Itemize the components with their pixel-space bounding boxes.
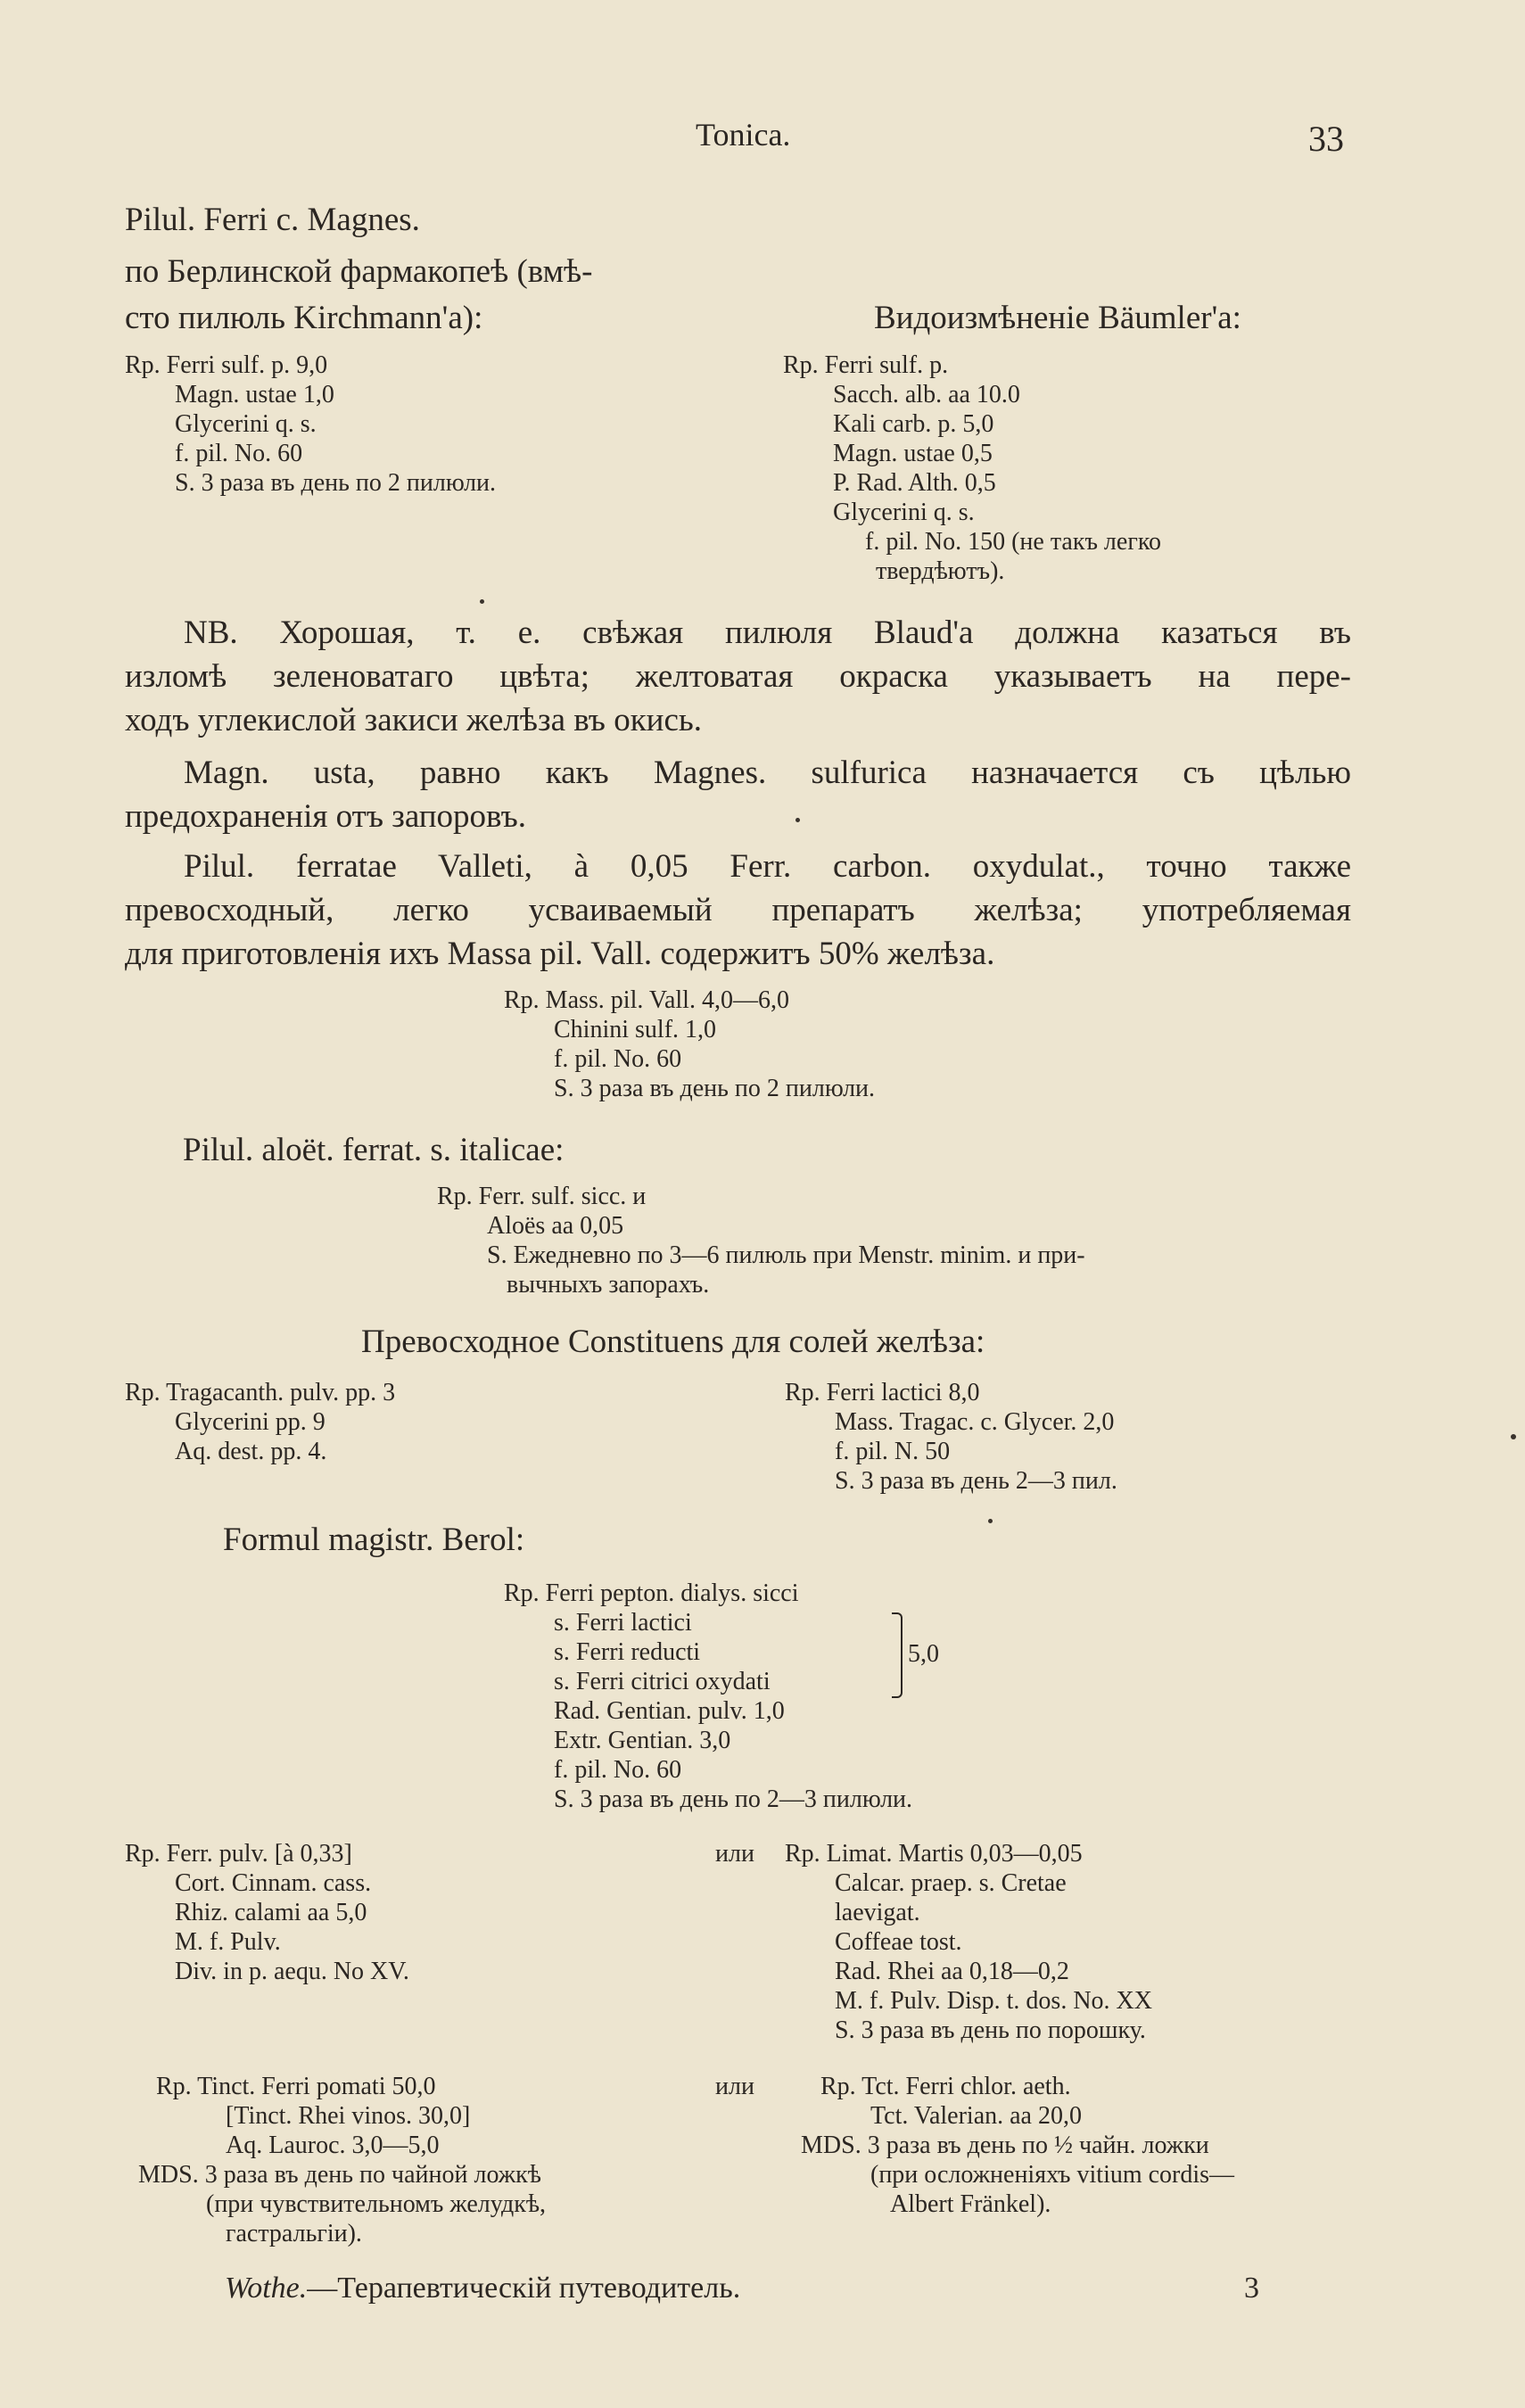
recipe-line: Rp. Ferr. pulv. [à 0,33] xyxy=(125,1840,352,1868)
paragraph-line: предохраненія отъ запоровъ. xyxy=(125,798,526,835)
page-number: 33 xyxy=(1308,119,1344,159)
recipe-block xyxy=(785,1378,1117,1496)
recipe-block xyxy=(437,1182,1085,1299)
or-label: или xyxy=(715,1840,754,1868)
paragraph-line: изломѣ зеленоватаго цвѣта; желтоватая окраска указываетъ на пере- xyxy=(125,658,1351,695)
recipe-line: (при чувствительномъ желудкѣ, xyxy=(206,2190,547,2218)
recipe-line: MDS. 3 раза въ день по чайной ложкѣ xyxy=(138,2161,541,2189)
recipe-line: S. Ежедневно по 3—6 пилюль при Menstr. minim. и при- xyxy=(487,1241,1085,1269)
footer-title: —Терапевтическій путеводитель. xyxy=(307,2272,741,2305)
heading-baumler: Видоизмѣненіе Bäumler'a: xyxy=(874,300,1241,336)
recipe-line: Rp. Ferri sulf. p. xyxy=(783,351,949,379)
recipe-line: M. f. Pulv. xyxy=(175,1928,281,1956)
recipe-block xyxy=(801,2072,1235,2219)
recipe-line: laevigat. xyxy=(835,1899,920,1926)
recipe-line: f. pil. No. 60 xyxy=(554,1045,682,1073)
recipe-line: Glycerini q. s. xyxy=(833,499,975,526)
ink-speck xyxy=(480,599,484,604)
recipe-line: S. 3 раза въ день по 2 пилюли. xyxy=(554,1075,876,1102)
recipe-line: s. Ferri lactici xyxy=(554,1609,692,1637)
footer xyxy=(225,2272,740,2305)
recipe-line: Rp. Tragacanth. pulv. pp. 3 xyxy=(125,1379,396,1406)
recipe-line: Magn. ustae 1,0 xyxy=(175,381,334,408)
ink-speck xyxy=(988,1519,993,1523)
recipe-line: Rp. Limat. Martis 0,03—0,05 xyxy=(785,1840,1083,1868)
paragraph-line: превосходный, легко усваиваемый препаратъ желѣза; употребляемая xyxy=(125,892,1351,928)
paragraph-line: Pilul. ferratae Valleti, à 0,05 Ferr. carbon. oxydulat., точно также xyxy=(184,848,1351,885)
recipe-line: [Tinct. Rhei vinos. 30,0] xyxy=(226,2102,471,2130)
or-label: или xyxy=(715,2073,754,2100)
brace-dose: 5,0 xyxy=(908,1640,939,1668)
recipe-line: Rp. Tinct. Ferri pomati 50,0 xyxy=(156,2073,436,2100)
recipe-line: s. Ferri reducti xyxy=(554,1638,701,1666)
recipe-line: Kali carb. p. 5,0 xyxy=(833,410,994,438)
running-header: Tonica. xyxy=(696,117,791,153)
recipe-block xyxy=(785,1839,1152,2045)
heading-constituens: Превосходное Constituens для солей желѣза: xyxy=(361,1324,985,1360)
recipe-line: (при осложненіяхъ vitium cordis— xyxy=(870,2161,1235,2189)
recipe-line: Albert Fränkel). xyxy=(890,2190,1051,2218)
recipe-line: S. 3 раза въ день по 2 пилюли. xyxy=(175,469,497,497)
paragraph-line: NB. Хорошая, т. е. свѣжая пилюля Blaud'a должна казаться въ xyxy=(184,614,1351,651)
recipe-line: f. pil. No. 60 xyxy=(554,1756,682,1784)
ink-speck xyxy=(1511,1434,1516,1439)
footer-author: Wothe. xyxy=(225,2272,308,2305)
recipe-line: Aq. Lauroc. 3,0—5,0 xyxy=(226,2132,440,2159)
recipe-line: Tct. Valerian. aa 20,0 xyxy=(870,2102,1082,2130)
block1-intro-2: сто пилюль Kirchmann'a): xyxy=(125,300,483,336)
heading-formul-magistr: Formul magistr. Berol: xyxy=(223,1521,525,1558)
recipe-block xyxy=(504,1579,912,1814)
paragraph-valleti xyxy=(125,845,1351,976)
ink-speck xyxy=(795,818,800,822)
recipe-line: M. f. Pulv. Disp. t. dos. No. XX xyxy=(835,1987,1152,2015)
recipe-line: Rp. Ferri pepton. dialys. sicci xyxy=(504,1579,799,1607)
recipe-block xyxy=(125,1378,395,1466)
recipe-line: Aq. dest. pp. 4. xyxy=(175,1438,327,1465)
recipe-line: Cort. Cinnam. cass. xyxy=(175,1869,372,1897)
heading-pilul-aloet: Pilul. aloët. ferrat. s. italicae: xyxy=(183,1132,565,1168)
recipe-line: Extr. Gentian. 3,0 xyxy=(554,1727,731,1754)
block1-intro-1: по Берлинской фармакопеѣ (вмѣ- xyxy=(125,253,593,290)
recipe-line: Magn. ustae 0,5 xyxy=(833,440,993,467)
recipe-line: твердѣютъ). xyxy=(876,557,1005,585)
recipe-line: P. Rad. Alth. 0,5 xyxy=(833,469,996,497)
heading-pilul-ferri-magnes: Pilul. Ferri c. Magnes. xyxy=(125,202,420,238)
recipe-line: S. 3 раза въ день по порошку. xyxy=(835,2016,1146,2044)
recipe-line: Chinini sulf. 1,0 xyxy=(554,1016,717,1043)
recipe-line: Rad. Rhei aa 0,18—0,2 xyxy=(835,1958,1069,1985)
paragraph-line: Magn. usta, равно какъ Magnes. sulfurica назначается съ цѣлью xyxy=(184,755,1351,791)
paragraph-magn-usta xyxy=(125,751,1351,838)
recipe-line: Glycerini q. s. xyxy=(175,410,317,438)
signature-mark: 3 xyxy=(1244,2272,1259,2305)
paragraph-line: для приготовленія ихъ Massa pil. Vall. содержитъ 50% желѣза. xyxy=(125,936,995,972)
recipe-line: Sacch. alb. aa 10.0 xyxy=(833,381,1020,408)
recipe-line: Rp. Ferri lactici 8,0 xyxy=(785,1379,980,1406)
recipe-line: Rp. Mass. pil. Vall. 4,0—6,0 xyxy=(504,986,789,1014)
recipe-line: Rp. Ferri sulf. p. 9,0 xyxy=(125,351,328,379)
recipe-line: S. 3 раза въ день по 2—3 пилюли. xyxy=(554,1785,913,1813)
recipe-block xyxy=(138,2072,547,2248)
recipe-line: S. 3 раза въ день 2—3 пил. xyxy=(835,1467,1117,1495)
recipe-line: f. pil. No. 150 (не такъ легко xyxy=(865,528,1161,556)
recipe-line: Aloës aa 0,05 xyxy=(487,1212,624,1240)
recipe-line: гастральгіи). xyxy=(226,2220,362,2247)
paragraph-line: ходъ углекислой закиси желѣза въ окись. xyxy=(125,702,703,738)
recipe-line: Coffeae tost. xyxy=(835,1928,962,1956)
recipe-line: вычныхъ запорахъ. xyxy=(507,1271,710,1299)
brace xyxy=(892,1612,903,1698)
recipe-line: Rhiz. calami aa 5,0 xyxy=(175,1899,367,1926)
recipe-line: Rad. Gentian. pulv. 1,0 xyxy=(554,1697,785,1725)
recipe-line: Div. in p. aequ. No XV. xyxy=(175,1958,409,1985)
recipe-line: f. pil. No. 60 xyxy=(175,440,303,467)
recipe-block xyxy=(125,350,496,498)
recipe-line: Calcar. praep. s. Cretae xyxy=(835,1869,1067,1897)
recipe-line: Glycerini pp. 9 xyxy=(175,1408,326,1436)
recipe-line: Mass. Tragac. c. Glycer. 2,0 xyxy=(835,1408,1115,1436)
recipe-line: MDS. 3 раза въ день по ½ чайн. ложки xyxy=(801,2132,1209,2159)
recipe-block xyxy=(504,985,875,1103)
recipe-block xyxy=(783,350,1161,586)
recipe-line: Rp. Tct. Ferri chlor. aeth. xyxy=(820,2073,1071,2100)
paragraph-nb xyxy=(125,611,1351,742)
recipe-line: s. Ferri citrici oxydati xyxy=(554,1668,771,1695)
recipe-line: f. pil. N. 50 xyxy=(835,1438,951,1465)
recipe-block xyxy=(125,1839,409,1986)
recipe-line: Rp. Ferr. sulf. sicc. и xyxy=(437,1183,647,1210)
